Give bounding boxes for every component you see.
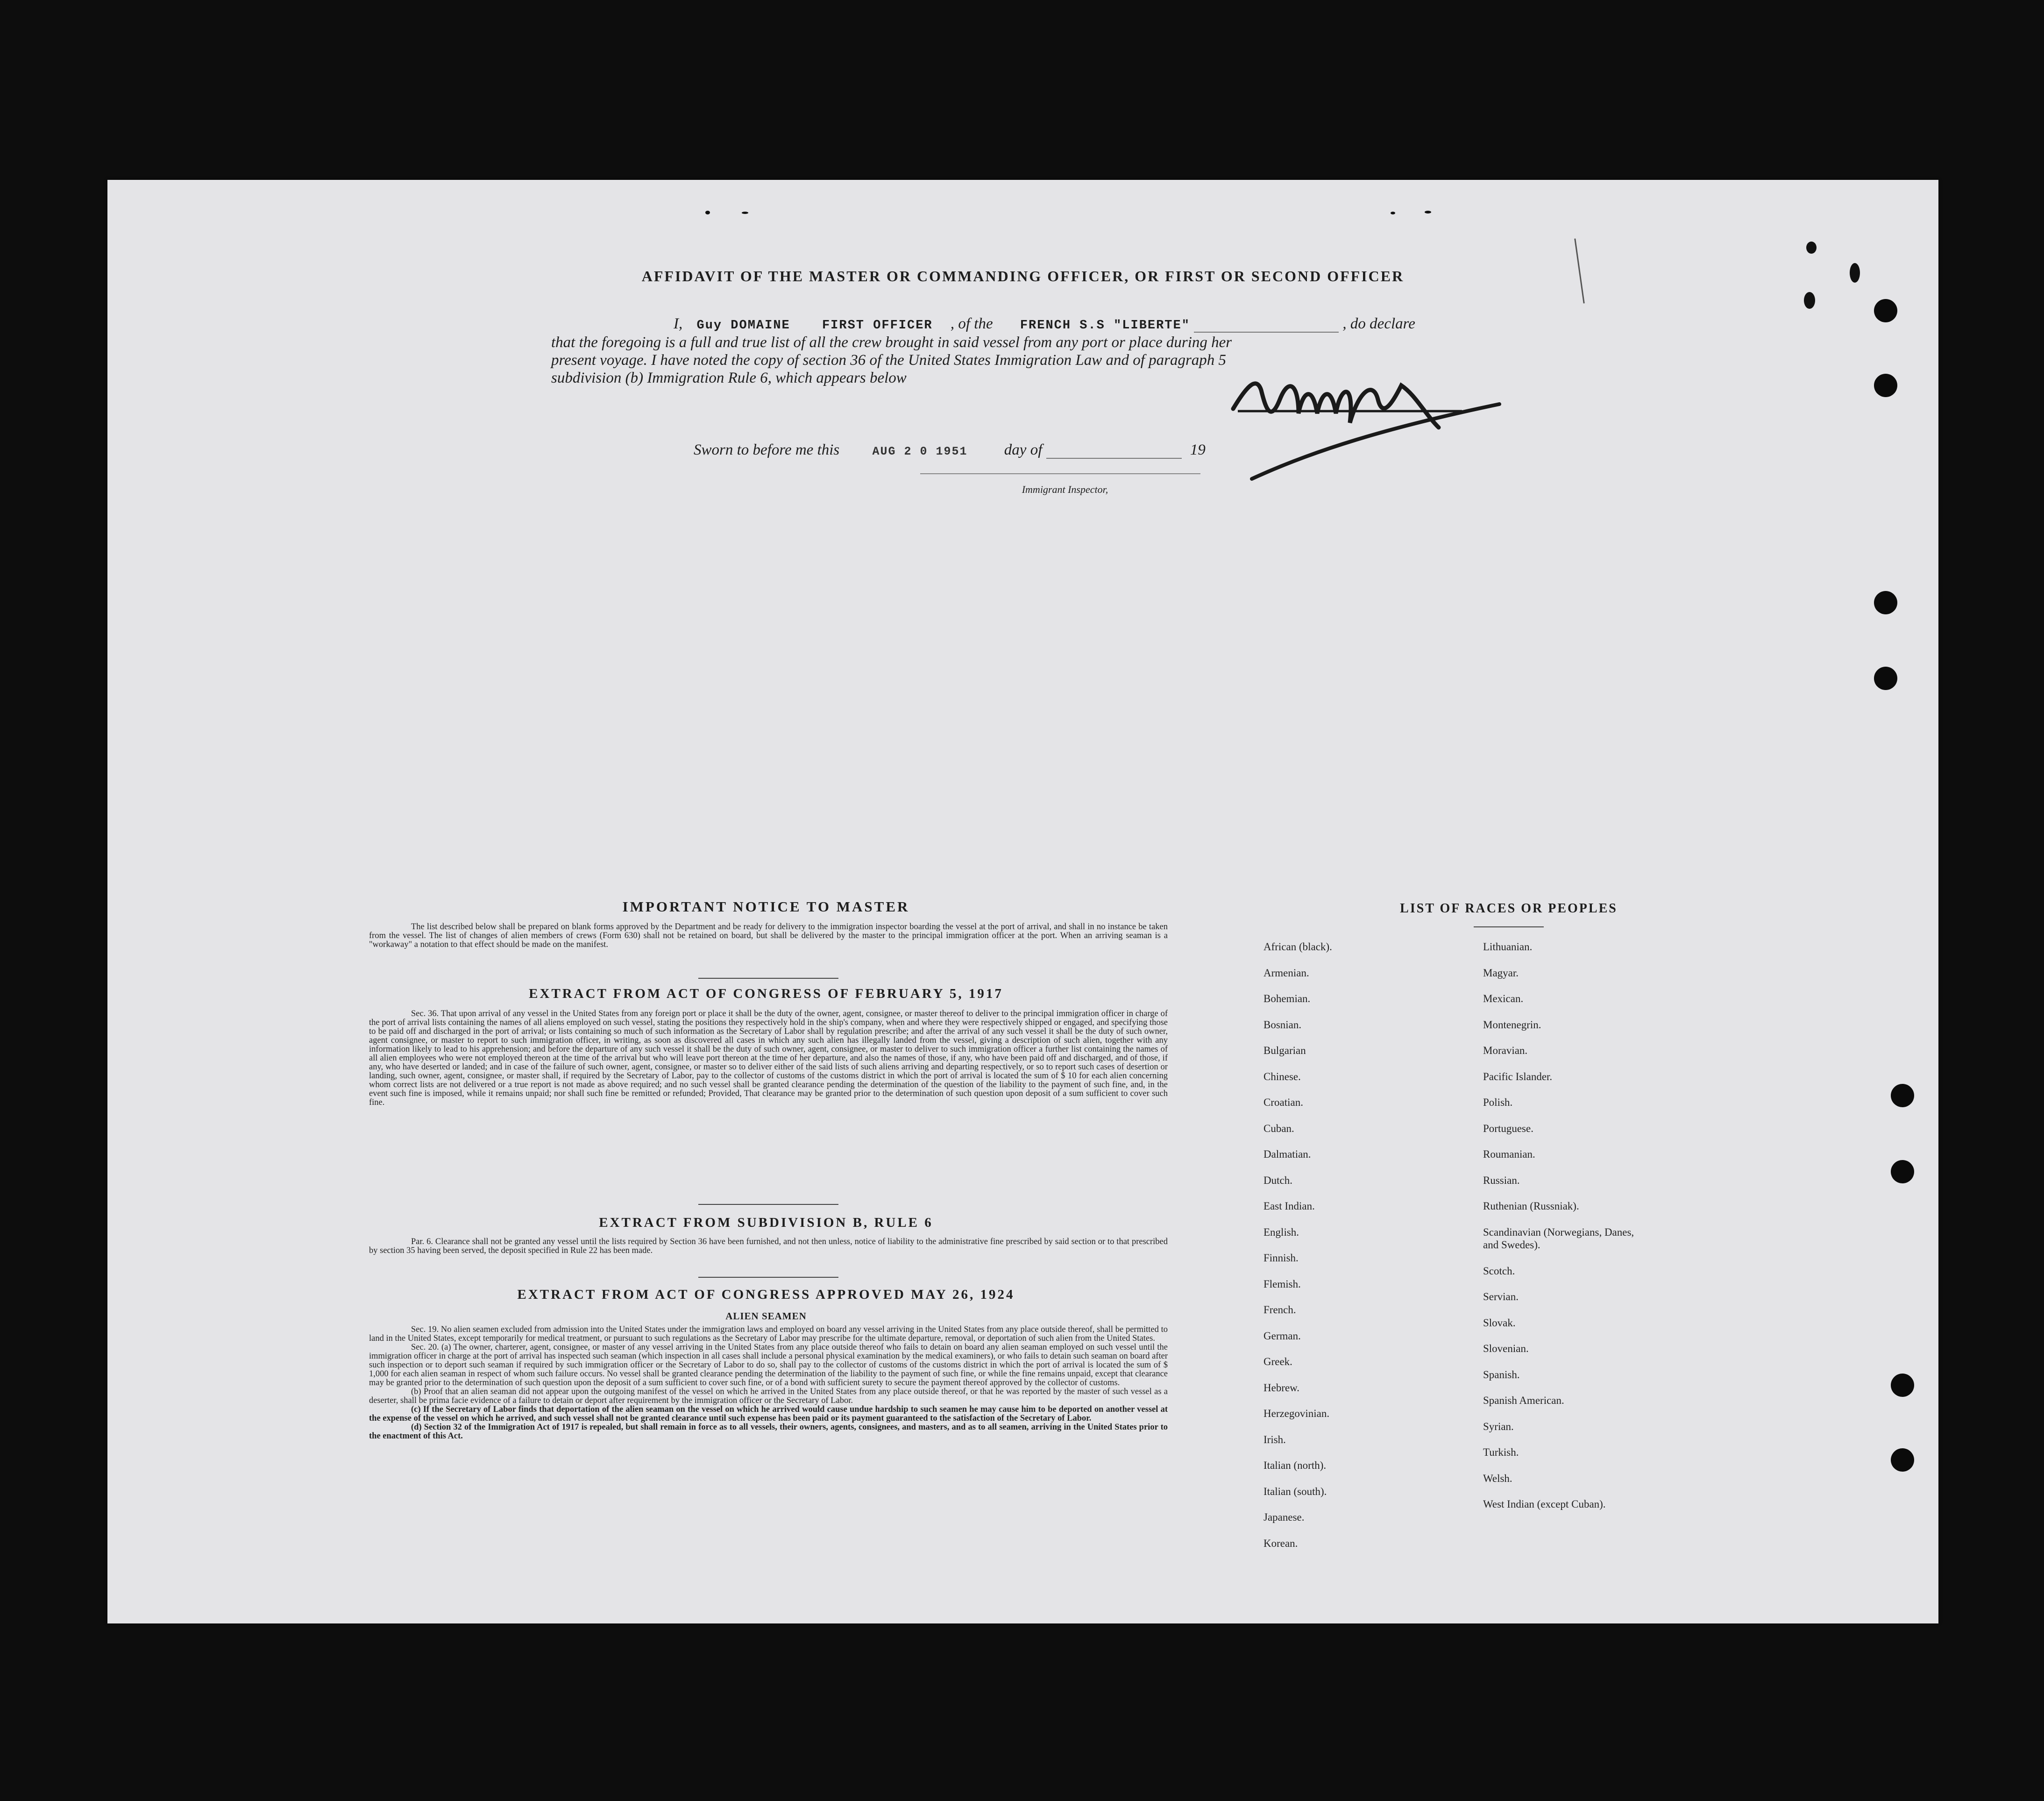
year-prefix: 19 — [1190, 441, 1206, 458]
of-the-label: , of the — [950, 315, 993, 332]
i-label: I, — [674, 315, 683, 332]
inspector-signature-line — [920, 473, 1200, 474]
race-item: Montenegrin. — [1483, 1018, 1541, 1031]
inspector-label: Immigrant Inspector, — [1022, 484, 1108, 495]
race-item: Moravian. — [1483, 1045, 1528, 1056]
race-item: Servian. — [1483, 1291, 1519, 1303]
races-column-2 — [1483, 934, 1679, 1517]
race-item: Armenian. — [1263, 967, 1309, 979]
race-item: Dalmatian. — [1263, 1148, 1311, 1160]
extract-1917-title: EXTRACT FROM ACT OF CONGRESS OF FEBRUARY 5, 1917 — [529, 986, 1003, 1001]
race-item: Chinese. — [1263, 1070, 1301, 1082]
notice-title: IMPORTANT NOTICE TO MASTER — [622, 898, 910, 915]
alien-seamen-subtitle: ALIEN SEAMEN — [725, 1310, 807, 1322]
extract-1917-text: Sec. 36. That upon arrival of any vessel in the United States from any foreign port or place it shall be the duty of the owner, agent, consignee, or master thereof to deliver to the principal immigration officer in charge of the port of arrival lists containing the names of all aliens employed on such vessel, stating the positions they respectively hold in the ship's company, when and where they were respectively shipped or engaged, and specifying those to be paid off and discharged in the port of arrival; or lists containing so much of such information as the Secretary of Labor shall by regulation prescribe; and after the arrival of any such vessel it shall be the duty of such owner, agent consignee, or master to report to such immigration officer, in writing, as soon as discovered all cases in which any such alien has illegally landed from the vessel, giving a description of such alien, together with any information likely to lead to his apprehension; and before the departure of any such vessel it shall be the duty of such owner, agent, consignee, or master to deliver to such immigration officer a further list containing the names of all alien employees who were not employed thereon at the time of the arrival but who will leave port thereon at the time of her departure, and also the names of those, if any, who have been paid off and discharged, and of those, if any, who have deserted or landed; and in case of the failure of such owner, agent, consignee, or master so to deliver either of the said lists of such aliens arriving and departing respectively, or so to report such cases of desertion or landing, such owner, agent, consignee, or master shall, if required by the Secretary of Labor, pay to the collector of customs of the customs district in which the port of arrival is located the sum of $ 10 for each alien concerning whom correct lists are not delivered or a true report is not made as above required; and no such vessel shall be granted clearance pending the determination of the question of the liability to the payment of such fine, and, in the event such fine is imposed, while it remains unpaid; nor shall such fine be remitted or refunded; Provided, That clearance may be granted prior to the determination of such question upon deposit of a sum sufficient to cover such fine. — [369, 1009, 1168, 1107]
race-item: Turkish. — [1483, 1446, 1519, 1458]
punch-hole — [1874, 667, 1897, 690]
day-of-label: day of — [1004, 441, 1043, 458]
race-item: Cuban. — [1263, 1122, 1294, 1134]
sec19-text: Sec. 19. No alien seamen excluded from admission into the United States under the immigration laws and employed on board any vessel arriving in the United States from any place outside thereof, shall be permitted to land in the United States, except temporarily for medical treatment, or pursuant to such regulations as the Secretary of Labor may prescribe for the ultimate departure, removal, or deportation of such alien from the United States. — [369, 1325, 1168, 1343]
officer-name: Guy DOMAINE — [696, 319, 790, 333]
race-item: Croatian. — [1263, 1096, 1303, 1108]
divider — [698, 1277, 838, 1278]
document-page — [107, 180, 1938, 1623]
race-item: Roumanian. — [1483, 1148, 1535, 1160]
ink-speck — [1804, 292, 1815, 309]
vessel-name: FRENCH S.S "LIBERTE" — [1020, 319, 1190, 333]
pen-mark — [1574, 238, 1584, 303]
extract-1924-text — [369, 1325, 1168, 1441]
race-item: Polish. — [1483, 1096, 1513, 1108]
race-item: Bulgarian — [1263, 1045, 1306, 1056]
race-item: Finnish. — [1263, 1252, 1299, 1264]
race-item: French. — [1263, 1304, 1296, 1316]
race-item: Greek. — [1263, 1356, 1292, 1367]
race-item: Scotch. — [1483, 1265, 1515, 1277]
race-item: Spanish American. — [1483, 1395, 1564, 1406]
notice-text: The list described below shall be prepared on blank forms approved by the Department and be ready for delivery to the immigration inspector boarding the vessel at the port of arrival, and shall in no instance be taken from the vessel. The list of changes of alien members of crews (Form 630) shall not be retained on board, but shall be delivered by the master to the principal immigration officer at the port. When an arriving seaman is a "workaway" a notation to that effect should be made on the manifest. — [369, 922, 1168, 949]
race-item: Ruthenian (Russniak). — [1483, 1200, 1579, 1212]
race-item: German. — [1263, 1330, 1301, 1342]
ink-speck — [1806, 242, 1817, 254]
race-item: Syrian. — [1483, 1420, 1514, 1432]
do-declare-label: , do declare — [1342, 315, 1415, 332]
race-item: Russian. — [1483, 1174, 1520, 1186]
race-item: Hebrew. — [1263, 1381, 1300, 1394]
declaration-line-2: that the foregoing is a full and true list of all the crew brought in said vessel from any port or place during her — [551, 334, 1232, 351]
race-item: Flemish. — [1263, 1278, 1301, 1290]
race-item: Bohemian. — [1263, 993, 1311, 1004]
sworn-line — [694, 441, 1441, 459]
race-item: Irish. — [1263, 1433, 1286, 1445]
race-item: Pacific Islander. — [1483, 1070, 1553, 1082]
divider — [1474, 926, 1544, 927]
race-item: African (black). — [1263, 941, 1332, 953]
rule6-text: Par. 6. Clearance shall not be granted any vessel until the lists required by Section 36 have been furnished, and not then unless, notice of liability to the administrative fine prescribed by said section or to that prescribed by section 35 having been served, the deposit specified in Rule 22 has been made. — [369, 1237, 1168, 1255]
extract-1924-title: EXTRACT FROM ACT OF CONGRESS APPROVED MAY 26, 1924 — [517, 1287, 1015, 1302]
sec20c-text: (c) If the Secretary of Labor finds that deportation of the alien seaman on the vessel on which he arrived would cause undue hardship to such seamen he may cause him to be deported on another vessel at the expense of the vessel on which he arrived, and such vessel shall not be granted clearance until such expense has been paid or its payment guaranteed to the satisfaction of the Secretary of Labor. — [369, 1405, 1168, 1423]
race-item: English. — [1263, 1226, 1299, 1238]
race-item: Italian (south). — [1263, 1485, 1327, 1497]
day-fill-line — [1046, 458, 1182, 459]
sec20d-text: (d) Section 32 of the Immigration Act of 1917 is repealed, but shall remain in force as to all vessels, their owners, agents, consignees, and masters, and as to all seamen, arriving in the United States prior to the enactment of this Act. — [369, 1423, 1168, 1441]
punch-hole — [1874, 374, 1897, 397]
sec20a-text: Sec. 20. (a) The owner, charterer, agent, consignee, or master of any vessel arriving in the United States from any place outside thereof who fails to detain on board any alien seaman employed on such vessel until the immigration officer in charge at the port of arrival has inspected such seaman (which inspection in all cases shall include a personal physical examination by the medical examiners), or who fails to detain such seaman on board after such inspection or to deport such seaman if required by such immigration officer or the Secretary of Labor to do so, shall pay to the collector of customs of the customs district in which the port of arrival is located the sum of $ 1,000 for each alien seaman in respect of whom such failure occurs. No vessel shall be granted clearance pending the determination of the liability to the payment of such fine, or while the fine remains unpaid, except that clearance may be granted prior to the determination of such question upon the deposit of a sum sufficient to cover such fine, or of a bond with sufficient surety to secure the payment thereof approved by the collector of customs. — [369, 1343, 1168, 1388]
race-item: Korean. — [1263, 1537, 1298, 1549]
race-item: Japanese. — [1263, 1511, 1305, 1523]
sworn-label: Sworn to before me this — [694, 441, 840, 458]
ink-speck — [1850, 263, 1860, 283]
punch-hole — [1874, 591, 1897, 614]
ink-speck — [705, 211, 710, 214]
ink-speck — [1425, 211, 1431, 214]
divider — [698, 978, 838, 979]
race-item: Magyar. — [1483, 967, 1519, 979]
race-item: Lithuanian. — [1483, 941, 1533, 953]
ink-speck — [1391, 212, 1395, 214]
divider — [698, 1204, 838, 1205]
race-item: Scandinavian (Norwegians, Danes, and Swedes). — [1483, 1226, 1634, 1251]
race-item: East Indian. — [1263, 1200, 1315, 1212]
races-column-1 — [1263, 934, 1460, 1556]
race-item: West Indian (except Cuban). — [1483, 1498, 1606, 1510]
handwritten-signature — [1219, 357, 1630, 498]
race-item: Spanish. — [1483, 1368, 1520, 1381]
race-item: Bosnian. — [1263, 1018, 1302, 1031]
vessel-fill-line — [1194, 332, 1339, 333]
affidavit-title: AFFIDAVIT OF THE MASTER OR COMMANDING OFFICER, OR FIRST OR SECOND OFFICER — [641, 268, 1405, 285]
race-item: Welsh. — [1483, 1472, 1512, 1484]
declaration-line-4: subdivision (b) Immigration Rule 6, which appears below — [551, 370, 907, 386]
punch-hole — [1891, 1084, 1914, 1107]
rule6-title: EXTRACT FROM SUBDIVISION B, RULE 6 — [599, 1215, 933, 1230]
race-item: Slovak. — [1483, 1317, 1516, 1329]
punch-hole — [1891, 1448, 1914, 1472]
race-item: Portuguese. — [1483, 1122, 1533, 1134]
punch-hole — [1891, 1160, 1914, 1183]
officer-rank: FIRST OFFICER — [822, 319, 933, 333]
punch-hole — [1874, 299, 1897, 322]
race-item: Slovenian. — [1483, 1343, 1529, 1354]
race-item: Italian (north). — [1263, 1459, 1327, 1471]
races-title: LIST OF RACES OR PEOPLES — [1400, 901, 1618, 916]
declaration-line-3: present voyage. I have noted the copy of section 36 of the United States Immigration Law and of paragraph 5 — [551, 352, 1227, 369]
date-stamp: AUG 2 0 1951 — [872, 445, 968, 458]
sec20b-text: (b) Proof that an alien seaman did not appear upon the outgoing manifest of the vessel on which he arrived in the United States from any place outside thereof, or that he was reported by the master of such vessel as a deserter, shall be prima facie evidence of a failure to detain or deport after requirement by the immigration officer or the Secretary of Labor. — [369, 1387, 1168, 1405]
punch-hole — [1891, 1374, 1914, 1397]
ink-speck — [742, 212, 748, 214]
race-item: Herzegovinian. — [1263, 1408, 1330, 1419]
race-item: Mexican. — [1483, 993, 1524, 1004]
race-item: Dutch. — [1263, 1174, 1292, 1186]
declaration-line-1 — [551, 315, 1579, 333]
